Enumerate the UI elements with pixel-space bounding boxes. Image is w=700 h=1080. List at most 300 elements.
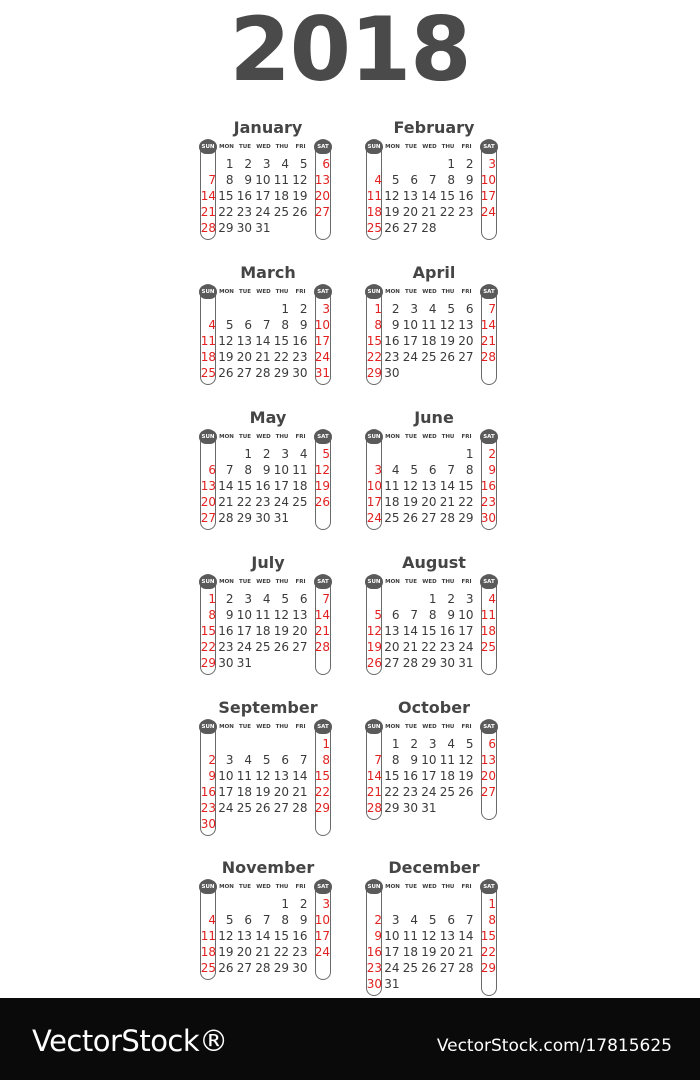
day-cell: 9 bbox=[447, 608, 455, 622]
month-december bbox=[366, 858, 502, 1008]
day-cell: 20 bbox=[236, 945, 252, 959]
day-cell: 24 bbox=[480, 205, 496, 219]
month-name: September bbox=[218, 698, 318, 717]
day-cell: 5 bbox=[225, 318, 234, 332]
day-cell: 6 bbox=[322, 157, 330, 171]
day-cell: 16 bbox=[200, 785, 216, 799]
day-cell: 30 bbox=[218, 656, 234, 670]
day-cell: 16 bbox=[480, 479, 496, 493]
day-cell: 30 bbox=[200, 817, 216, 831]
day-cell: 22 bbox=[200, 640, 216, 654]
day-cell: 19 bbox=[458, 769, 474, 783]
weekday-header-sun: SUN bbox=[199, 575, 217, 589]
day-cell: 1 bbox=[428, 592, 437, 606]
day-cell: 21 bbox=[421, 205, 437, 219]
day-cell: 18 bbox=[439, 769, 455, 783]
day-cell: 6 bbox=[281, 753, 289, 767]
day-cell: 31 bbox=[255, 221, 271, 235]
day-cell: 28 bbox=[314, 640, 330, 654]
day-cell: 8 bbox=[447, 173, 455, 187]
day-cell: 10 bbox=[458, 608, 474, 622]
weekday-header-sat: SAT bbox=[480, 575, 498, 589]
day-cell: 20 bbox=[292, 624, 308, 638]
day-cell: 19 bbox=[255, 785, 271, 799]
day-cell: 17 bbox=[236, 624, 252, 638]
day-cell: 14 bbox=[402, 624, 418, 638]
day-cell: 21 bbox=[314, 624, 330, 638]
day-cell: 13 bbox=[236, 334, 252, 348]
day-cell: 20 bbox=[458, 334, 474, 348]
day-cell: 20 bbox=[200, 495, 216, 509]
day-cell: 2 bbox=[447, 592, 455, 606]
day-cell: 17 bbox=[384, 945, 400, 959]
day-cell: 11 bbox=[200, 334, 216, 348]
weekday-header-thu: THU bbox=[441, 144, 455, 150]
weekday-header-sat: SAT bbox=[314, 285, 332, 299]
day-cell: 3 bbox=[410, 302, 418, 316]
day-cell: 15 bbox=[421, 624, 437, 638]
day-cell: 18 bbox=[200, 945, 216, 959]
day-cell: 28 bbox=[421, 221, 437, 235]
weekday-header-sun: SUN bbox=[199, 285, 217, 299]
day-cell: 15 bbox=[273, 929, 289, 943]
day-cell: 14 bbox=[366, 769, 382, 783]
month-july bbox=[200, 553, 336, 703]
day-cell: 9 bbox=[299, 318, 308, 332]
day-cell: 16 bbox=[384, 334, 400, 348]
weekday-header-tue: TUE bbox=[405, 724, 417, 730]
day-cell: 17 bbox=[458, 624, 474, 638]
day-cell: 26 bbox=[402, 511, 418, 525]
weekday-header-fri: FRI bbox=[461, 579, 472, 585]
day-cell: 4 bbox=[488, 592, 496, 606]
weekday-header-mon: MON bbox=[219, 884, 234, 890]
day-cell: 23 bbox=[292, 350, 308, 364]
weekday-header-tue: TUE bbox=[239, 289, 251, 295]
day-cell: 21 bbox=[402, 640, 418, 654]
day-cell: 7 bbox=[262, 913, 271, 927]
day-cell: 26 bbox=[218, 961, 234, 975]
day-cell: 12 bbox=[421, 929, 437, 943]
weekday-header-mon: MON bbox=[385, 289, 400, 295]
day-cell: 3 bbox=[262, 157, 271, 171]
weekday-header-wed: WED bbox=[422, 884, 437, 890]
day-cell: 1 bbox=[488, 897, 496, 911]
weekday-header-mon: MON bbox=[385, 144, 400, 150]
day-cell: 28 bbox=[402, 656, 418, 670]
day-cell: 4 bbox=[299, 447, 308, 461]
day-cell: 12 bbox=[402, 479, 418, 493]
day-cell: 28 bbox=[439, 511, 455, 525]
weekday-header-fri: FRI bbox=[295, 579, 306, 585]
weekday-header-wed: WED bbox=[422, 434, 437, 440]
day-cell: 14 bbox=[439, 479, 455, 493]
day-cell: 3 bbox=[428, 737, 437, 751]
day-cell: 15 bbox=[384, 769, 400, 783]
day-cell: 2 bbox=[374, 913, 382, 927]
day-cell: 13 bbox=[402, 189, 418, 203]
day-cell: 25 bbox=[421, 350, 437, 364]
day-cell: 12 bbox=[292, 173, 308, 187]
weekday-header-tue: TUE bbox=[239, 434, 251, 440]
day-cell: 23 bbox=[384, 350, 400, 364]
day-cell: 18 bbox=[402, 945, 418, 959]
day-cell: 9 bbox=[262, 463, 271, 477]
day-cell: 11 bbox=[255, 608, 271, 622]
day-cell: 17 bbox=[218, 785, 234, 799]
day-cell: 27 bbox=[458, 350, 474, 364]
day-cell: 26 bbox=[218, 366, 234, 380]
day-cell: 11 bbox=[292, 463, 308, 477]
footer-bar bbox=[0, 998, 700, 1080]
day-cell: 9 bbox=[391, 318, 400, 332]
weekday-header-wed: WED bbox=[256, 884, 271, 890]
weekday-header-wed: WED bbox=[422, 724, 437, 730]
day-cell: 4 bbox=[244, 753, 252, 767]
weekday-header-mon: MON bbox=[385, 724, 400, 730]
day-cell: 23 bbox=[200, 801, 216, 815]
day-cell: 3 bbox=[465, 592, 474, 606]
month-june bbox=[366, 408, 502, 558]
weekday-header-thu: THU bbox=[275, 434, 289, 440]
day-cell: 13 bbox=[292, 608, 308, 622]
day-cell: 13 bbox=[439, 929, 455, 943]
day-cell: 20 bbox=[421, 495, 437, 509]
day-cell: 11 bbox=[366, 189, 382, 203]
day-cell: 25 bbox=[255, 640, 271, 654]
day-cell: 29 bbox=[314, 801, 330, 815]
day-cell: 4 bbox=[281, 157, 289, 171]
month-august bbox=[366, 553, 502, 703]
month-april bbox=[366, 263, 502, 413]
month-name: December bbox=[388, 858, 480, 877]
weekday-header-thu: THU bbox=[441, 884, 455, 890]
day-cell: 5 bbox=[374, 608, 382, 622]
day-cell: 27 bbox=[236, 366, 252, 380]
day-cell: 1 bbox=[374, 302, 382, 316]
day-cell: 28 bbox=[200, 221, 216, 235]
month-name: January bbox=[233, 118, 303, 137]
day-cell: 2 bbox=[244, 157, 252, 171]
day-cell: 28 bbox=[366, 801, 382, 815]
day-cell: 29 bbox=[218, 221, 234, 235]
day-cell: 4 bbox=[262, 592, 271, 606]
weekday-header-wed: WED bbox=[256, 579, 271, 585]
day-cell: 17 bbox=[314, 334, 330, 348]
weekday-header-fri: FRI bbox=[295, 144, 306, 150]
day-cell: 10 bbox=[236, 608, 252, 622]
day-cell: 2 bbox=[488, 447, 496, 461]
day-cell: 20 bbox=[402, 205, 418, 219]
day-cell: 31 bbox=[421, 801, 437, 815]
day-cell: 1 bbox=[208, 592, 216, 606]
day-cell: 30 bbox=[366, 977, 382, 991]
day-cell: 19 bbox=[384, 205, 400, 219]
day-cell: 20 bbox=[384, 640, 400, 654]
day-cell: 24 bbox=[314, 945, 330, 959]
weekday-header-fri: FRI bbox=[461, 434, 472, 440]
weekday-header-sun: SUN bbox=[365, 575, 383, 589]
weekday-header-mon: MON bbox=[385, 884, 400, 890]
day-cell: 12 bbox=[439, 318, 455, 332]
weekday-header-tue: TUE bbox=[405, 434, 417, 440]
weekday-header-sat: SAT bbox=[480, 285, 498, 299]
day-cell: 14 bbox=[255, 334, 271, 348]
day-cell: 17 bbox=[402, 334, 418, 348]
day-cell: 28 bbox=[255, 366, 271, 380]
day-cell: 7 bbox=[428, 173, 437, 187]
day-cell: 13 bbox=[421, 479, 437, 493]
weekday-header-thu: THU bbox=[441, 434, 455, 440]
day-cell: 22 bbox=[273, 945, 289, 959]
day-cell: 15 bbox=[439, 189, 455, 203]
day-cell: 22 bbox=[218, 205, 234, 219]
day-cell: 13 bbox=[384, 624, 400, 638]
day-cell: 17 bbox=[480, 189, 496, 203]
day-cell: 28 bbox=[218, 511, 234, 525]
day-cell: 23 bbox=[366, 961, 382, 975]
day-cell: 16 bbox=[236, 189, 252, 203]
day-cell: 10 bbox=[314, 318, 330, 332]
weekday-header-wed: WED bbox=[422, 289, 437, 295]
weekday-header-thu: THU bbox=[441, 579, 455, 585]
day-cell: 16 bbox=[458, 189, 474, 203]
day-cell: 6 bbox=[299, 592, 308, 606]
day-cell: 23 bbox=[402, 785, 418, 799]
weekday-header-fri: FRI bbox=[461, 144, 472, 150]
day-cell: 11 bbox=[236, 769, 252, 783]
day-cell: 9 bbox=[208, 769, 216, 783]
day-cell: 21 bbox=[200, 205, 216, 219]
month-name: June bbox=[414, 408, 454, 427]
weekday-header-mon: MON bbox=[219, 144, 234, 150]
day-cell: 14 bbox=[218, 479, 234, 493]
month-name: February bbox=[393, 118, 475, 137]
day-cell: 22 bbox=[314, 785, 330, 799]
day-cell: 10 bbox=[421, 753, 437, 767]
day-cell: 24 bbox=[236, 640, 252, 654]
weekday-header-fri: FRI bbox=[461, 884, 472, 890]
day-cell: 16 bbox=[218, 624, 234, 638]
day-cell: 13 bbox=[273, 769, 289, 783]
day-cell: 8 bbox=[208, 608, 216, 622]
day-cell: 21 bbox=[255, 945, 271, 959]
day-cell: 15 bbox=[314, 769, 330, 783]
day-cell: 22 bbox=[480, 945, 496, 959]
day-cell: 16 bbox=[402, 769, 418, 783]
day-cell: 11 bbox=[402, 929, 418, 943]
day-cell: 26 bbox=[384, 221, 400, 235]
day-cell: 19 bbox=[439, 334, 455, 348]
month-name: April bbox=[412, 263, 456, 282]
day-cell: 29 bbox=[458, 511, 474, 525]
weekday-header-fri: FRI bbox=[461, 724, 472, 730]
weekday-header-sat: SAT bbox=[314, 140, 332, 154]
day-cell: 24 bbox=[384, 961, 400, 975]
day-cell: 21 bbox=[255, 350, 271, 364]
day-cell: 10 bbox=[384, 929, 400, 943]
day-cell: 3 bbox=[322, 302, 330, 316]
month-name: May bbox=[249, 408, 287, 427]
day-cell: 22 bbox=[366, 350, 382, 364]
month-name: March bbox=[240, 263, 296, 282]
day-cell: 19 bbox=[314, 479, 330, 493]
day-cell: 1 bbox=[281, 302, 289, 316]
day-cell: 24 bbox=[421, 785, 437, 799]
weekday-header-wed: WED bbox=[256, 289, 271, 295]
day-cell: 23 bbox=[292, 945, 308, 959]
day-cell: 15 bbox=[273, 334, 289, 348]
weekday-header-sat: SAT bbox=[314, 880, 332, 894]
day-cell: 25 bbox=[273, 205, 289, 219]
day-cell: 17 bbox=[421, 769, 437, 783]
weekday-header-sat: SAT bbox=[480, 720, 498, 734]
weekday-header-fri: FRI bbox=[295, 884, 306, 890]
day-cell: 16 bbox=[439, 624, 455, 638]
day-cell: 31 bbox=[273, 511, 289, 525]
day-cell: 14 bbox=[314, 608, 330, 622]
day-cell: 14 bbox=[421, 189, 437, 203]
day-cell: 26 bbox=[366, 656, 382, 670]
day-cell: 8 bbox=[244, 463, 252, 477]
day-cell: 11 bbox=[200, 929, 216, 943]
day-cell: 24 bbox=[458, 640, 474, 654]
day-cell: 18 bbox=[255, 624, 271, 638]
day-cell: 7 bbox=[488, 302, 496, 316]
weekday-header-thu: THU bbox=[441, 289, 455, 295]
day-cell: 11 bbox=[273, 173, 289, 187]
day-cell: 22 bbox=[236, 495, 252, 509]
day-cell: 24 bbox=[273, 495, 289, 509]
day-cell: 12 bbox=[366, 624, 382, 638]
day-cell: 13 bbox=[480, 753, 496, 767]
day-cell: 18 bbox=[421, 334, 437, 348]
day-cell: 6 bbox=[391, 608, 400, 622]
day-cell: 27 bbox=[236, 961, 252, 975]
day-cell: 15 bbox=[458, 479, 474, 493]
day-cell: 27 bbox=[292, 640, 308, 654]
day-cell: 30 bbox=[439, 656, 455, 670]
day-cell: 11 bbox=[421, 318, 437, 332]
weekday-header-sat: SAT bbox=[480, 880, 498, 894]
day-cell: 30 bbox=[480, 511, 496, 525]
day-cell: 9 bbox=[225, 608, 234, 622]
weekday-header-tue: TUE bbox=[405, 289, 417, 295]
day-cell: 2 bbox=[262, 447, 271, 461]
day-cell: 8 bbox=[281, 913, 289, 927]
month-name: August bbox=[402, 553, 466, 572]
day-cell: 4 bbox=[208, 913, 216, 927]
day-cell: 17 bbox=[273, 479, 289, 493]
day-cell: 13 bbox=[458, 318, 474, 332]
day-cell: 5 bbox=[428, 913, 437, 927]
day-cell: 15 bbox=[200, 624, 216, 638]
weekday-header-sun: SUN bbox=[365, 430, 383, 444]
day-cell: 14 bbox=[292, 769, 308, 783]
day-cell: 21 bbox=[366, 785, 382, 799]
weekday-header-wed: WED bbox=[256, 724, 271, 730]
day-cell: 22 bbox=[421, 640, 437, 654]
day-cell: 18 bbox=[273, 189, 289, 203]
day-cell: 18 bbox=[236, 785, 252, 799]
day-cell: 29 bbox=[480, 961, 496, 975]
day-cell: 24 bbox=[366, 511, 382, 525]
day-cell: 12 bbox=[384, 189, 400, 203]
day-cell: 27 bbox=[273, 801, 289, 815]
day-cell: 15 bbox=[480, 929, 496, 943]
day-cell: 27 bbox=[384, 656, 400, 670]
day-cell: 18 bbox=[200, 350, 216, 364]
day-cell: 8 bbox=[322, 753, 330, 767]
day-cell: 25 bbox=[439, 785, 455, 799]
day-cell: 1 bbox=[391, 737, 400, 751]
weekday-header-thu: THU bbox=[275, 724, 289, 730]
day-cell: 25 bbox=[402, 961, 418, 975]
day-cell: 31 bbox=[458, 656, 474, 670]
day-cell: 11 bbox=[480, 608, 496, 622]
day-cell: 8 bbox=[488, 913, 496, 927]
day-cell: 12 bbox=[218, 334, 234, 348]
weekday-header-fri: FRI bbox=[295, 289, 306, 295]
weekday-header-thu: THU bbox=[275, 289, 289, 295]
day-cell: 3 bbox=[244, 592, 252, 606]
day-cell: 29 bbox=[236, 511, 252, 525]
day-cell: 29 bbox=[421, 656, 437, 670]
day-cell: 27 bbox=[480, 785, 496, 799]
day-cell: 22 bbox=[384, 785, 400, 799]
day-cell: 15 bbox=[366, 334, 382, 348]
day-cell: 21 bbox=[218, 495, 234, 509]
day-cell: 26 bbox=[273, 640, 289, 654]
day-cell: 6 bbox=[488, 737, 496, 751]
day-cell: 7 bbox=[374, 753, 382, 767]
weekday-header-sun: SUN bbox=[199, 720, 217, 734]
day-cell: 25 bbox=[200, 961, 216, 975]
day-cell: 18 bbox=[480, 624, 496, 638]
day-cell: 20 bbox=[314, 189, 330, 203]
day-cell: 14 bbox=[458, 929, 474, 943]
day-cell: 19 bbox=[218, 945, 234, 959]
day-cell: 29 bbox=[273, 961, 289, 975]
weekday-header-sun: SUN bbox=[365, 140, 383, 154]
day-cell: 22 bbox=[439, 205, 455, 219]
weekday-header-mon: MON bbox=[385, 434, 400, 440]
weekday-header-wed: WED bbox=[422, 579, 437, 585]
day-cell: 14 bbox=[200, 189, 216, 203]
day-cell: 27 bbox=[439, 961, 455, 975]
day-cell: 1 bbox=[281, 897, 289, 911]
month-october bbox=[366, 698, 502, 848]
weekday-header-sat: SAT bbox=[314, 575, 332, 589]
day-cell: 24 bbox=[402, 350, 418, 364]
day-cell: 12 bbox=[314, 463, 330, 477]
day-cell: 10 bbox=[255, 173, 271, 187]
day-cell: 23 bbox=[439, 640, 455, 654]
day-cell: 1 bbox=[225, 157, 234, 171]
day-cell: 13 bbox=[200, 479, 216, 493]
day-cell: 13 bbox=[236, 929, 252, 943]
day-cell: 4 bbox=[391, 463, 400, 477]
day-cell: 26 bbox=[255, 801, 271, 815]
day-cell: 2 bbox=[465, 157, 474, 171]
day-cell: 19 bbox=[421, 945, 437, 959]
day-cell: 31 bbox=[236, 656, 252, 670]
day-cell: 6 bbox=[208, 463, 216, 477]
day-cell: 21 bbox=[439, 495, 455, 509]
weekday-header-sun: SUN bbox=[199, 140, 217, 154]
year-title: 2018 bbox=[229, 0, 471, 101]
day-cell: 9 bbox=[244, 173, 252, 187]
